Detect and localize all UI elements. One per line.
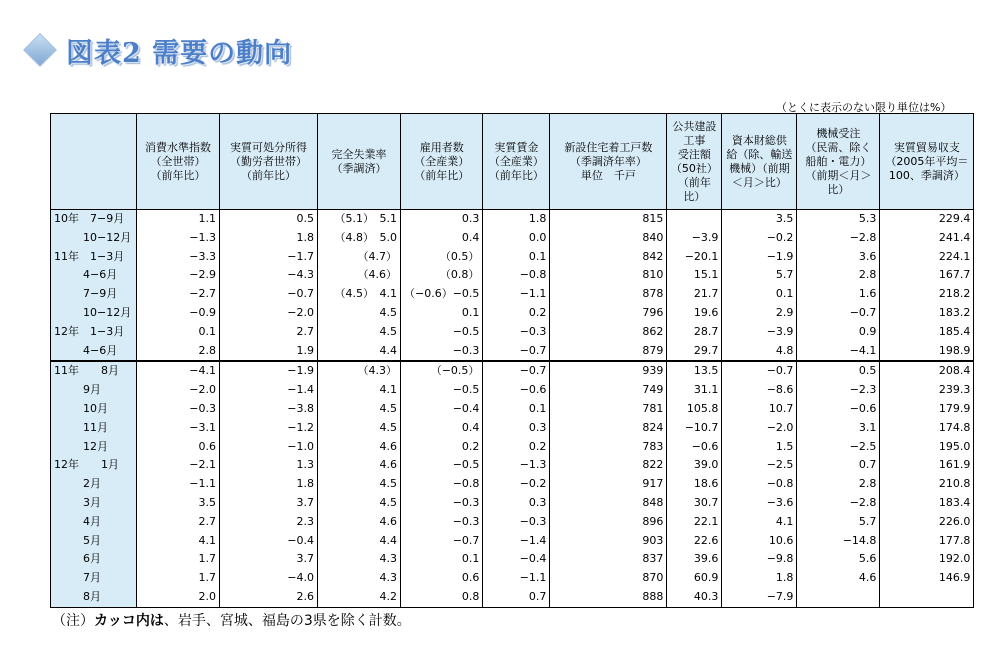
data-cell: 3.1 bbox=[797, 419, 880, 438]
table-row bbox=[51, 210, 974, 229]
data-cell: 0.1 bbox=[137, 323, 220, 342]
data-cell: 840 bbox=[550, 229, 667, 248]
table-row bbox=[51, 456, 974, 475]
data-cell: 0.9 bbox=[797, 323, 880, 342]
period-label: 10月 bbox=[51, 400, 137, 419]
data-cell: 210.8 bbox=[880, 475, 974, 494]
data-cell: 3.6 bbox=[797, 248, 880, 267]
data-cell: 229.4 bbox=[880, 210, 974, 229]
period-label: 9月 bbox=[51, 381, 137, 400]
period-label: 10−12月 bbox=[51, 229, 137, 248]
data-cell: −2.8 bbox=[797, 494, 880, 513]
data-cell: 1.3 bbox=[220, 456, 318, 475]
data-cell: 0.2 bbox=[483, 438, 550, 457]
data-cell: 4.4 bbox=[318, 532, 401, 551]
data-cell: （4.6） bbox=[318, 266, 401, 285]
table-row bbox=[51, 304, 974, 323]
data-cell: −1.4 bbox=[220, 381, 318, 400]
data-cell: 0.3 bbox=[401, 210, 483, 229]
data-cell: 848 bbox=[550, 494, 667, 513]
data-cell: −2.5 bbox=[722, 456, 797, 475]
data-cell: 5.7 bbox=[797, 513, 880, 532]
data-cell: −1.4 bbox=[483, 532, 550, 551]
data-cell: 146.9 bbox=[880, 569, 974, 588]
data-cell: −2.8 bbox=[797, 229, 880, 248]
unit-note: （とくに表示のない限り単位は%） bbox=[776, 101, 952, 114]
table-row bbox=[51, 323, 974, 342]
data-cell: （4.3） bbox=[318, 361, 401, 381]
data-cell: −2.0 bbox=[722, 419, 797, 438]
period-label: 8月 bbox=[51, 588, 137, 607]
data-cell: −0.8 bbox=[483, 266, 550, 285]
period-label: 7月 bbox=[51, 569, 137, 588]
column-header bbox=[51, 114, 137, 210]
data-cell: 888 bbox=[550, 588, 667, 607]
data-cell: 174.8 bbox=[880, 419, 974, 438]
data-cell: 195.0 bbox=[880, 438, 974, 457]
data-cell: 1.8 bbox=[722, 569, 797, 588]
data-cell: −0.7 bbox=[401, 532, 483, 551]
table-row bbox=[51, 513, 974, 532]
data-cell: 161.9 bbox=[880, 456, 974, 475]
period-label: 4月 bbox=[51, 513, 137, 532]
data-cell: 5.7 bbox=[722, 266, 797, 285]
data-cell: （4.7） bbox=[318, 248, 401, 267]
data-cell: 0.3 bbox=[483, 419, 550, 438]
column-header: 機械受注 （民需、除く 船舶・電力） （前期＜月＞ 比） bbox=[797, 114, 880, 210]
period-label: 2月 bbox=[51, 475, 137, 494]
data-cell: −4.3 bbox=[220, 266, 318, 285]
data-cell: 13.5 bbox=[667, 361, 722, 381]
data-cell: 192.0 bbox=[880, 550, 974, 569]
data-cell: （−0.6）−0.5 bbox=[401, 285, 483, 304]
data-cell: 10.7 bbox=[722, 400, 797, 419]
data-cell: −3.9 bbox=[667, 229, 722, 248]
data-cell: 796 bbox=[550, 304, 667, 323]
data-cell: −0.9 bbox=[137, 304, 220, 323]
data-cell: −0.3 bbox=[483, 513, 550, 532]
data-cell: 0.1 bbox=[483, 248, 550, 267]
data-cell: 917 bbox=[550, 475, 667, 494]
data-cell: 183.4 bbox=[880, 494, 974, 513]
period-label: 11年 8月 bbox=[51, 361, 137, 381]
data-cell: −3.1 bbox=[137, 419, 220, 438]
data-cell: 22.1 bbox=[667, 513, 722, 532]
data-cell: 2.8 bbox=[797, 475, 880, 494]
data-cell: −1.9 bbox=[220, 361, 318, 381]
data-cell: 1.9 bbox=[220, 342, 318, 362]
data-cell: −1.1 bbox=[483, 569, 550, 588]
data-cell: 822 bbox=[550, 456, 667, 475]
data-cell: 239.3 bbox=[880, 381, 974, 400]
data-cell: −1.9 bbox=[722, 248, 797, 267]
data-cell: 2.7 bbox=[137, 513, 220, 532]
data-cell: 4.6 bbox=[797, 569, 880, 588]
data-cell: 185.4 bbox=[880, 323, 974, 342]
data-cell: 4.6 bbox=[318, 438, 401, 457]
data-cell: 218.2 bbox=[880, 285, 974, 304]
data-cell: 0.1 bbox=[401, 550, 483, 569]
data-cell: 1.7 bbox=[137, 550, 220, 569]
data-cell: −3.8 bbox=[220, 400, 318, 419]
data-cell: 0.0 bbox=[483, 229, 550, 248]
data-cell: 2.3 bbox=[220, 513, 318, 532]
data-cell: 179.9 bbox=[880, 400, 974, 419]
data-cell: 824 bbox=[550, 419, 667, 438]
data-cell: 862 bbox=[550, 323, 667, 342]
data-cell: −0.6 bbox=[483, 381, 550, 400]
table-row bbox=[51, 381, 974, 400]
data-cell: −2.3 bbox=[797, 381, 880, 400]
data-cell: 1.1 bbox=[137, 210, 220, 229]
data-cell: 4.3 bbox=[318, 550, 401, 569]
data-cell: −4.0 bbox=[220, 569, 318, 588]
data-cell: （−0.5） bbox=[401, 361, 483, 381]
data-cell: 40.3 bbox=[667, 588, 722, 607]
data-cell: −0.5 bbox=[401, 381, 483, 400]
footnote-rest: 、岩手、宮城、福島の3県を除く計数。 bbox=[163, 613, 411, 629]
data-cell: 842 bbox=[550, 248, 667, 267]
period-label: 12年 1月 bbox=[51, 456, 137, 475]
data-cell: −0.2 bbox=[483, 475, 550, 494]
data-cell: 0.1 bbox=[722, 285, 797, 304]
column-header: 公共建設 工事 受注額 （50社） （前年比） bbox=[667, 114, 722, 210]
data-cell: −0.7 bbox=[797, 304, 880, 323]
data-cell: 208.4 bbox=[880, 361, 974, 381]
footnote bbox=[52, 610, 411, 630]
data-cell: 5.6 bbox=[797, 550, 880, 569]
footnote-prefix: （注） bbox=[52, 613, 94, 629]
data-cell: 749 bbox=[550, 381, 667, 400]
table-row bbox=[51, 419, 974, 438]
data-cell: −7.9 bbox=[722, 588, 797, 607]
table-header-row bbox=[51, 114, 974, 210]
table-row bbox=[51, 266, 974, 285]
table-row bbox=[51, 342, 974, 362]
period-label: 11月 bbox=[51, 419, 137, 438]
data-cell: −20.1 bbox=[667, 248, 722, 267]
data-cell: 0.2 bbox=[483, 304, 550, 323]
data-cell: 2.9 bbox=[722, 304, 797, 323]
data-cell: 226.0 bbox=[880, 513, 974, 532]
data-cell: 0.5 bbox=[220, 210, 318, 229]
data-cell: 39.6 bbox=[667, 550, 722, 569]
data-cell: −0.6 bbox=[797, 400, 880, 419]
data-cell: 3.5 bbox=[722, 210, 797, 229]
data-cell: 1.8 bbox=[220, 475, 318, 494]
data-cell: 4.1 bbox=[722, 513, 797, 532]
data-cell: 783 bbox=[550, 438, 667, 457]
data-cell: −0.8 bbox=[722, 475, 797, 494]
data-cell: 19.6 bbox=[667, 304, 722, 323]
data-cell: 0.3 bbox=[483, 494, 550, 513]
table-row bbox=[51, 229, 974, 248]
data-cell: 0.7 bbox=[797, 456, 880, 475]
data-cell: 896 bbox=[550, 513, 667, 532]
data-cell: −4.1 bbox=[137, 361, 220, 381]
data-cell: −1.0 bbox=[220, 438, 318, 457]
data-cell: 4.2 bbox=[318, 588, 401, 607]
table-row bbox=[51, 550, 974, 569]
data-cell: （0.5） bbox=[401, 248, 483, 267]
column-header: 完全失業率 （季調済） bbox=[318, 114, 401, 210]
period-label: 11年 1−3月 bbox=[51, 248, 137, 267]
data-cell: 4.5 bbox=[318, 419, 401, 438]
demand-trend-table bbox=[50, 113, 974, 608]
data-cell: 198.9 bbox=[880, 342, 974, 362]
data-cell: 4.1 bbox=[318, 381, 401, 400]
data-cell: 0.5 bbox=[797, 361, 880, 381]
data-cell: 2.7 bbox=[220, 323, 318, 342]
data-cell: 0.4 bbox=[401, 419, 483, 438]
data-cell: 939 bbox=[550, 361, 667, 381]
data-cell: −9.8 bbox=[722, 550, 797, 569]
data-cell: −3.9 bbox=[722, 323, 797, 342]
data-cell: 878 bbox=[550, 285, 667, 304]
data-cell: 3.5 bbox=[137, 494, 220, 513]
data-cell: 105.8 bbox=[667, 400, 722, 419]
period-label: 12月 bbox=[51, 438, 137, 457]
data-cell: −8.6 bbox=[722, 381, 797, 400]
data-cell: 903 bbox=[550, 532, 667, 551]
data-cell: −0.3 bbox=[401, 342, 483, 362]
data-cell: （0.8） bbox=[401, 266, 483, 285]
title-text: 図表2 需要の動向 bbox=[66, 37, 293, 69]
data-cell: 837 bbox=[550, 550, 667, 569]
period-label: 3月 bbox=[51, 494, 137, 513]
period-label: 4−6月 bbox=[51, 266, 137, 285]
data-cell: −0.4 bbox=[483, 550, 550, 569]
data-cell: 781 bbox=[550, 400, 667, 419]
data-cell: 815 bbox=[550, 210, 667, 229]
data-cell: 5.3 bbox=[797, 210, 880, 229]
data-cell: −0.8 bbox=[401, 475, 483, 494]
data-cell: −10.7 bbox=[667, 419, 722, 438]
data-cell: 4.8 bbox=[722, 342, 797, 362]
table-row bbox=[51, 569, 974, 588]
table-row bbox=[51, 361, 974, 381]
data-cell: 30.7 bbox=[667, 494, 722, 513]
table-row bbox=[51, 248, 974, 267]
data-cell: 167.7 bbox=[880, 266, 974, 285]
data-cell: −2.0 bbox=[220, 304, 318, 323]
table-row bbox=[51, 532, 974, 551]
data-cell: −2.1 bbox=[137, 456, 220, 475]
data-cell: 1.5 bbox=[722, 438, 797, 457]
data-cell: −3.3 bbox=[137, 248, 220, 267]
data-cell: 18.6 bbox=[667, 475, 722, 494]
data-cell: −0.4 bbox=[401, 400, 483, 419]
data-cell: 4.4 bbox=[318, 342, 401, 362]
data-cell: 60.9 bbox=[667, 569, 722, 588]
data-cell: 2.8 bbox=[137, 342, 220, 362]
data-cell: −0.5 bbox=[401, 456, 483, 475]
column-header: 新設住宅着工戸数 （季調済年率） 単位 千戸 bbox=[550, 114, 667, 210]
data-cell: −1.1 bbox=[483, 285, 550, 304]
data-cell: 21.7 bbox=[667, 285, 722, 304]
data-cell: 224.1 bbox=[880, 248, 974, 267]
data-cell: −1.3 bbox=[483, 456, 550, 475]
data-cell: 2.6 bbox=[220, 588, 318, 607]
data-cell: −4.1 bbox=[797, 342, 880, 362]
data-cell: 4.6 bbox=[318, 456, 401, 475]
data-cell: −2.5 bbox=[797, 438, 880, 457]
data-cell: −2.9 bbox=[137, 266, 220, 285]
data-cell: −1.7 bbox=[220, 248, 318, 267]
data-cell: 241.4 bbox=[880, 229, 974, 248]
column-header: 雇用者数 （全産業） （前年比） bbox=[401, 114, 483, 210]
data-cell: 870 bbox=[550, 569, 667, 588]
data-cell: −0.5 bbox=[401, 323, 483, 342]
data-cell: 4.5 bbox=[318, 475, 401, 494]
data-cell: 4.5 bbox=[318, 494, 401, 513]
data-cell: 4.5 bbox=[318, 323, 401, 342]
data-cell: 2.0 bbox=[137, 588, 220, 607]
footnote-bold: カッコ内は bbox=[94, 613, 164, 629]
data-cell: −0.3 bbox=[401, 513, 483, 532]
data-cell: 879 bbox=[550, 342, 667, 362]
data-cell: 4.3 bbox=[318, 569, 401, 588]
data-cell: 0.6 bbox=[137, 438, 220, 457]
data-cell: 0.2 bbox=[401, 438, 483, 457]
data-cell: −2.7 bbox=[137, 285, 220, 304]
data-cell: 0.7 bbox=[483, 588, 550, 607]
data-cell: 28.7 bbox=[667, 323, 722, 342]
data-cell: 1.8 bbox=[220, 229, 318, 248]
data-cell: 29.7 bbox=[667, 342, 722, 362]
data-cell: −1.3 bbox=[137, 229, 220, 248]
column-header: 消費水準指数 （全世帯） （前年比） bbox=[137, 114, 220, 210]
period-label: 5月 bbox=[51, 532, 137, 551]
table-row bbox=[51, 285, 974, 304]
data-cell: −14.8 bbox=[797, 532, 880, 551]
data-cell: −2.0 bbox=[137, 381, 220, 400]
data-cell: 39.0 bbox=[667, 456, 722, 475]
data-cell: 183.2 bbox=[880, 304, 974, 323]
data-cell: −3.6 bbox=[722, 494, 797, 513]
data-cell: 3.7 bbox=[220, 550, 318, 569]
data-cell: −1.2 bbox=[220, 419, 318, 438]
period-label: 6月 bbox=[51, 550, 137, 569]
data-cell: 0.8 bbox=[401, 588, 483, 607]
column-header: 実質貿易収支 （2005年平均＝ 100、季調済） bbox=[880, 114, 974, 210]
data-cell: −0.2 bbox=[722, 229, 797, 248]
data-cell: 31.1 bbox=[667, 381, 722, 400]
data-cell: 810 bbox=[550, 266, 667, 285]
data-cell: 4.5 bbox=[318, 304, 401, 323]
data-cell: −0.7 bbox=[483, 361, 550, 381]
period-label: 7−9月 bbox=[51, 285, 137, 304]
data-cell: 2.8 bbox=[797, 266, 880, 285]
data-cell: −0.7 bbox=[483, 342, 550, 362]
data-cell: −0.6 bbox=[667, 438, 722, 457]
data-cell: −0.4 bbox=[220, 532, 318, 551]
column-header: 資本財総供 給（除、輸送 機械）（前期 ＜月＞比） bbox=[722, 114, 797, 210]
data-cell: 1.8 bbox=[483, 210, 550, 229]
data-cell: （5.1） 5.1 bbox=[318, 210, 401, 229]
period-label: 4−6月 bbox=[51, 342, 137, 362]
data-cell bbox=[667, 210, 722, 229]
data-cell: 22.6 bbox=[667, 532, 722, 551]
data-cell: −0.3 bbox=[137, 400, 220, 419]
data-cell: 4.5 bbox=[318, 400, 401, 419]
data-cell bbox=[880, 588, 974, 607]
data-cell: 3.7 bbox=[220, 494, 318, 513]
table-row bbox=[51, 588, 974, 607]
period-label: 10−12月 bbox=[51, 304, 137, 323]
data-cell: （4.8） 5.0 bbox=[318, 229, 401, 248]
data-cell: −0.7 bbox=[220, 285, 318, 304]
data-cell: 4.1 bbox=[137, 532, 220, 551]
column-header: 実質賃金 （全産業） （前年比） bbox=[483, 114, 550, 210]
data-cell: −1.1 bbox=[137, 475, 220, 494]
data-cell: 10.6 bbox=[722, 532, 797, 551]
table-row bbox=[51, 494, 974, 513]
data-cell: −0.3 bbox=[401, 494, 483, 513]
table-row bbox=[51, 438, 974, 457]
data-cell: 0.4 bbox=[401, 229, 483, 248]
data-cell bbox=[797, 588, 880, 607]
period-label: 10年 7−9月 bbox=[51, 210, 137, 229]
data-cell: 177.8 bbox=[880, 532, 974, 551]
diamond-bullet-icon bbox=[23, 33, 57, 67]
table-row bbox=[51, 475, 974, 494]
table-row bbox=[51, 400, 974, 419]
data-cell: 0.1 bbox=[483, 400, 550, 419]
data-cell: （4.5） 4.1 bbox=[318, 285, 401, 304]
data-cell: −0.3 bbox=[483, 323, 550, 342]
data-cell: −0.7 bbox=[722, 361, 797, 381]
data-cell: 0.6 bbox=[401, 569, 483, 588]
column-header: 実質可処分所得 （勤労者世帯） （前年比） bbox=[220, 114, 318, 210]
data-cell: 0.1 bbox=[401, 304, 483, 323]
data-cell: 15.1 bbox=[667, 266, 722, 285]
data-cell: 1.6 bbox=[797, 285, 880, 304]
page-title bbox=[20, 30, 292, 70]
period-label: 12年 1−3月 bbox=[51, 323, 137, 342]
data-cell: 4.6 bbox=[318, 513, 401, 532]
data-cell: 1.7 bbox=[137, 569, 220, 588]
